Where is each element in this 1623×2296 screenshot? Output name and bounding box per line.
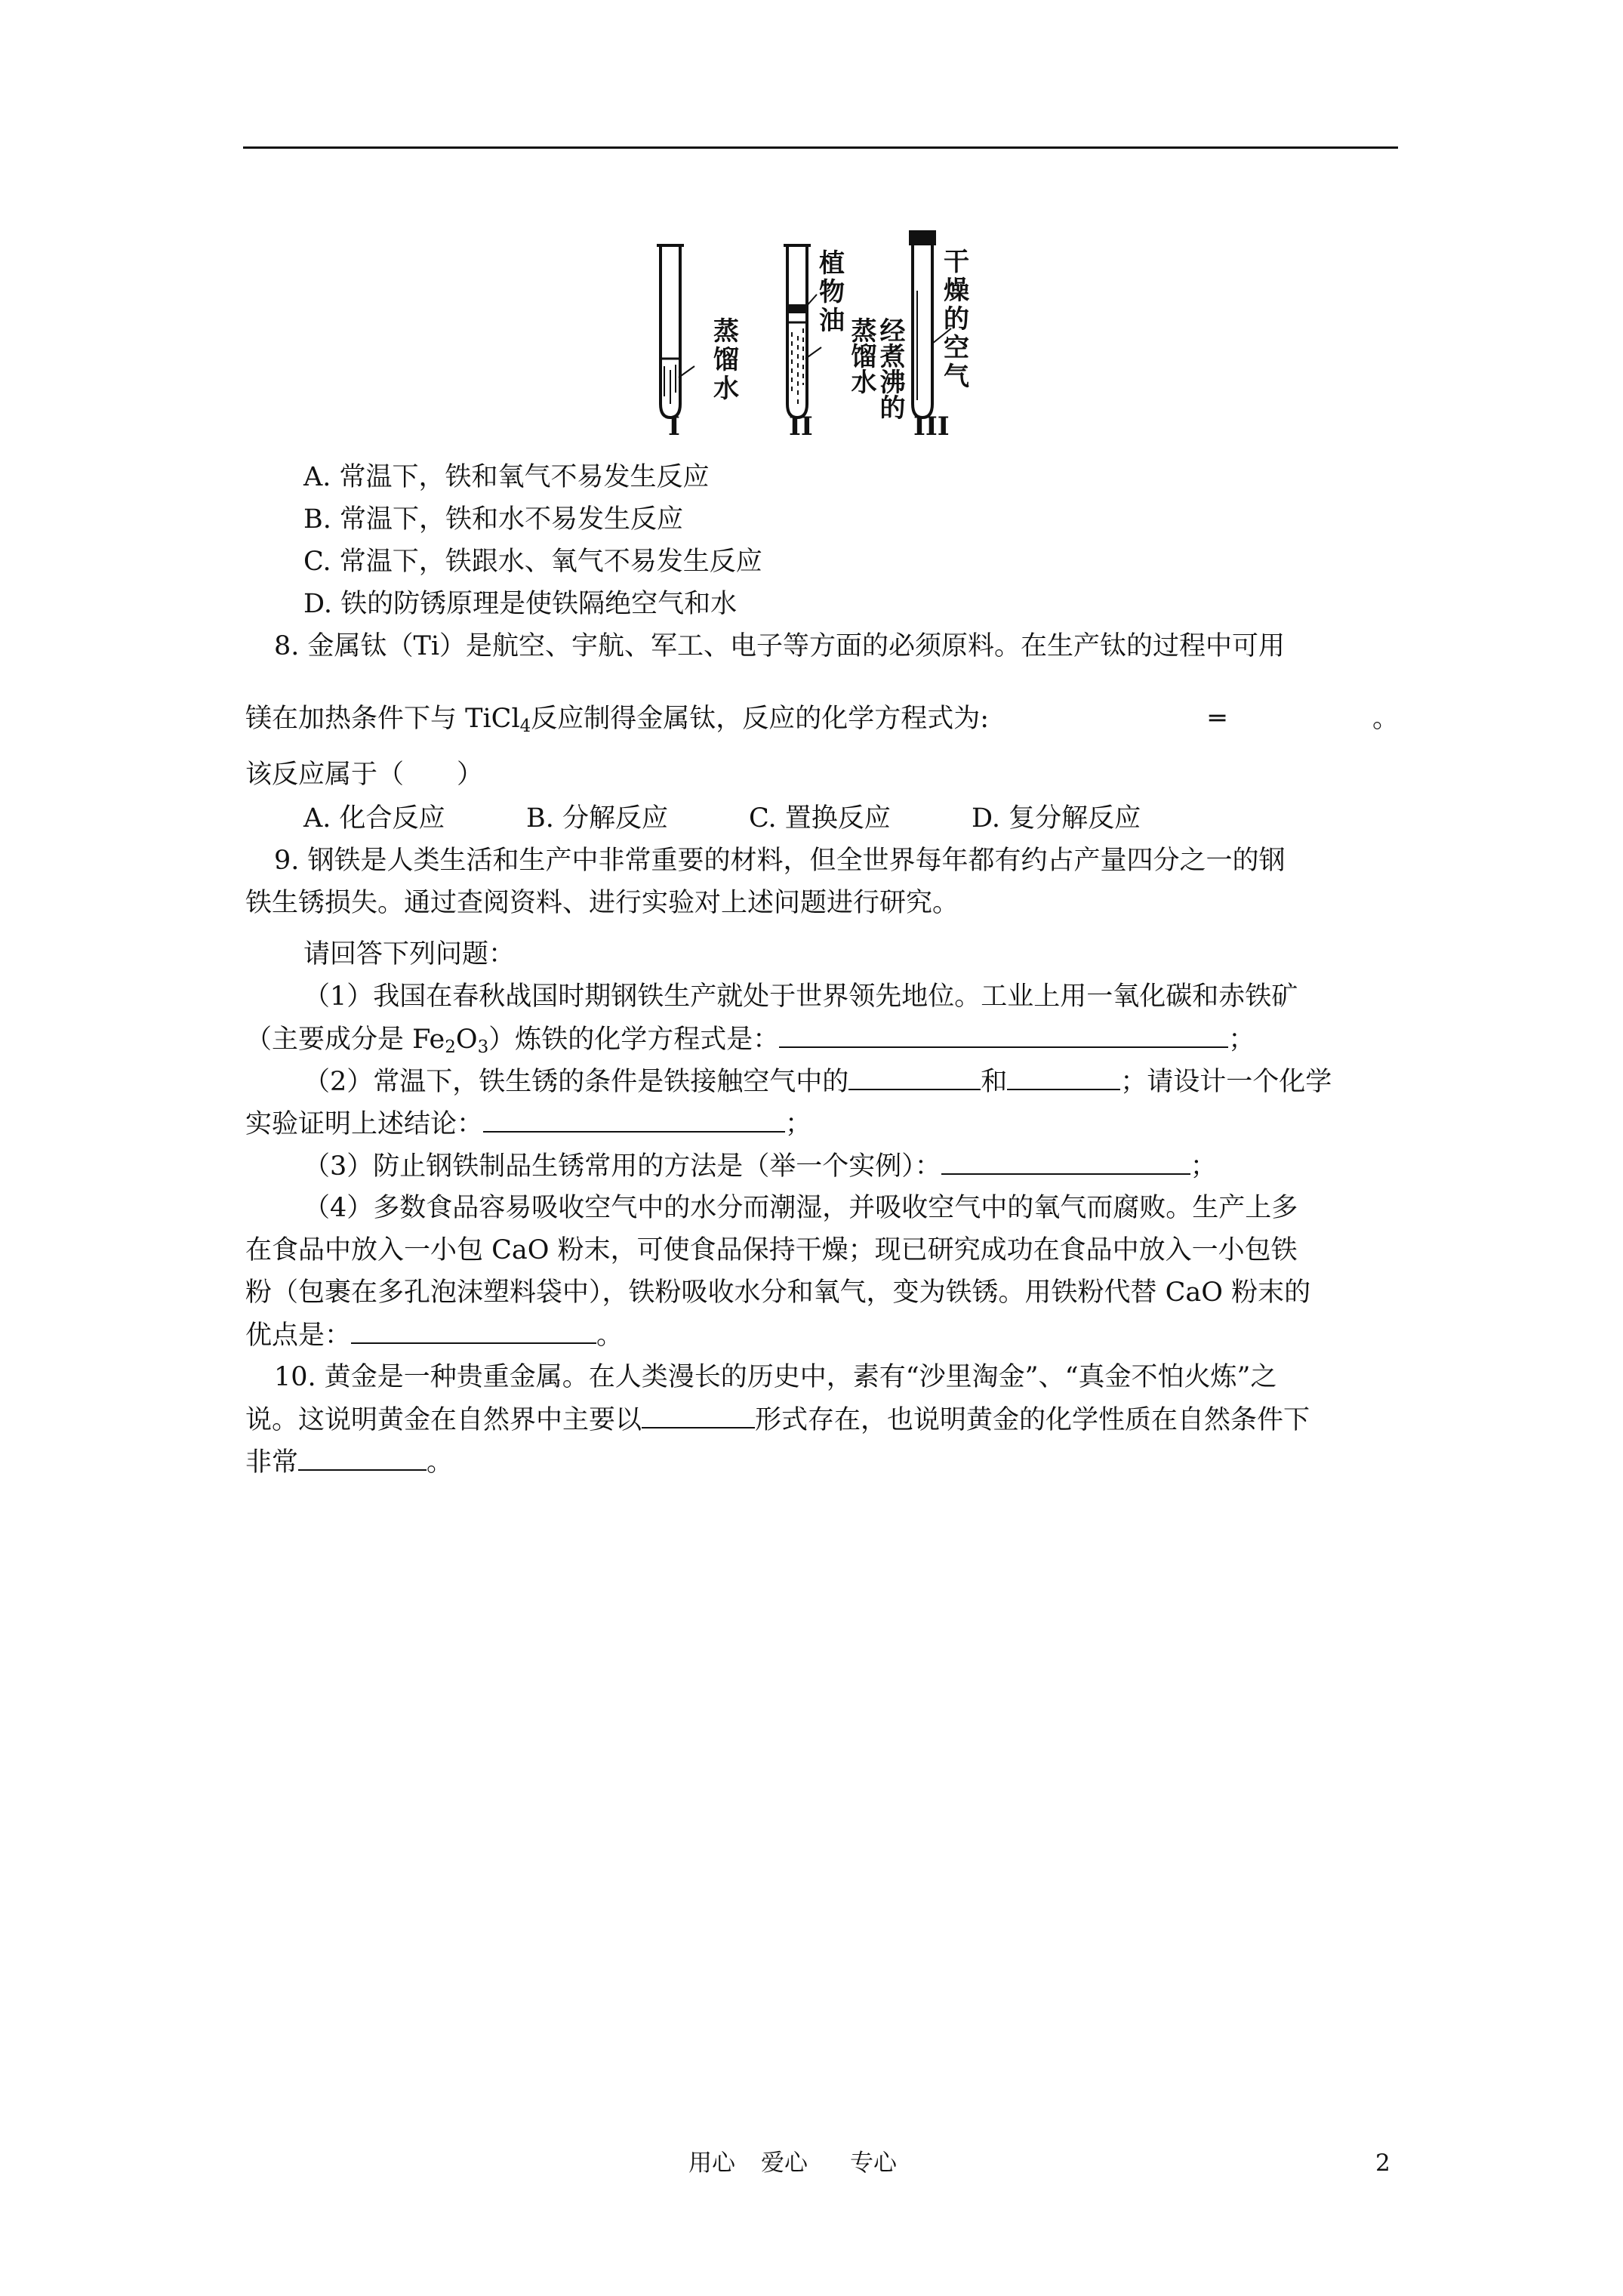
q8-line-2-post: 反应制得金属钛，反应的化学方程式为: [531, 704, 990, 734]
q10-form-blank[interactable] [642, 1401, 755, 1428]
page-number: 2 [1375, 2150, 1390, 2177]
q7-option-a: A. 常温下，铁和氧气不易发生反应 [303, 462, 710, 492]
q9-part-1-post: ）炼铁的化学方程式是： [488, 1025, 780, 1055]
q9-part-2-and: 和 [981, 1067, 1008, 1097]
q9-part-2-end: ； [785, 1109, 812, 1139]
q9-part-2-pre: （2）常温下，铁生锈的条件是铁接触空气中的 [303, 1067, 849, 1097]
q8-choices [303, 800, 1141, 837]
q10-line-2-pre: 说。这说明黄金在自然界中主要以 [245, 1405, 642, 1435]
q9-o3-sub: 3 [477, 1037, 489, 1057]
tube-3-annotation: 干燥的空气 [944, 247, 969, 392]
q10-line-2-post: 形式存在，也说明黄金的化学性质在自然条件下 [755, 1405, 1310, 1435]
q7-option-c: C. 常温下，铁跟水、氧气不易发生反应 [303, 547, 762, 577]
tube-label-1: I [668, 411, 680, 442]
tube-label-3: III [913, 411, 950, 442]
q8-choice-b: B. 分解反应 [526, 803, 668, 834]
q7-option-b: B. 常温下，铁和水不易发生反应 [303, 504, 683, 535]
q9-part-4-line-2: 在食品中放入一小包 CaO 粉末，可使食品保持干燥；现已研究成功在食品中放入一小包铁 [245, 1235, 1298, 1265]
tube-2-oil-annotation: 植物油 [819, 248, 845, 336]
q9-part-1-pre: （主要成分是 Fe [245, 1025, 445, 1055]
q8-line-3: 该反应属于（ ） [245, 760, 484, 790]
q8-choice-d: D. 复分解反应 [972, 803, 1141, 834]
q9-line-2: 铁生锈损失。通过查阅资料、进行实验对上述问题进行研究。 [245, 888, 959, 918]
q8-line-2-pre: 镁在加热条件下与 TiCl [245, 704, 520, 734]
q9-part-2-line-2 [245, 1105, 812, 1142]
q9-line-1: 9. 钢铁是人类生活和生产中非常重要的材料，但全世界每年都有约占产量四分之一的钢 [274, 846, 1286, 876]
q9-fe2-sub: 2 [445, 1037, 456, 1057]
q10-line-1: 10. 黄金是一种贵重金属。在人类漫长的历史中，素有“沙里淘金”、“真金不怕火炼”之 [274, 1362, 1277, 1392]
q8-equation-sign: ═ [1209, 704, 1226, 734]
q9-line-3: 请回答下列问题： [303, 939, 516, 969]
q9-o-text: O [455, 1025, 478, 1055]
q8-line-1: 8. 金属钛（Ti）是航空、宇航、军工、电子等方面的必须原料。在生产钛的过程中可用 [274, 631, 1286, 661]
q9-part-1-line-1: （1）我国在春秋战国时期钢铁生产就处于世界领先地位。工业上用一氧化碳和赤铁矿 [303, 982, 1298, 1012]
tube-label-2: II [789, 411, 813, 442]
q8-line-2-end: 。 [1372, 704, 1400, 734]
footer-motto-1: 用心 [688, 2150, 735, 2177]
q10-line-3-pre: 非常 [245, 1447, 299, 1478]
test-tube-figure [619, 223, 989, 442]
q8-line-2 [245, 701, 989, 737]
q9-part-2-post: ；请设计一个化学 [1120, 1067, 1332, 1097]
q10-property-blank[interactable] [298, 1444, 427, 1471]
q9-part-4-line-3: 粉（包裹在多孔泡沫塑料袋中），铁粉吸收水分和氧气，变为铁锈。用铁粉代替 CaO 粉末的 [245, 1277, 1311, 1308]
q9-part-2-blank-1[interactable] [848, 1063, 981, 1090]
tube-2 [784, 245, 821, 418]
q8-choice-c: C. 置换反应 [749, 803, 891, 834]
q9-part-1-line-2 [245, 1021, 1255, 1058]
q9-part-1-answer-blank[interactable] [779, 1021, 1228, 1048]
q8-ticl4-sub: 4 [519, 717, 531, 736]
footer-motto-3: 专心 [850, 2150, 897, 2177]
q9-part-4-end: 。 [596, 1321, 624, 1351]
q10-line-3-end: 。 [427, 1447, 454, 1478]
q9-part-2-experiment-blank[interactable] [483, 1105, 785, 1133]
q9-part-3-pre: （3）防止钢铁制品生锈常用的方法是（举一个实例）： [303, 1151, 941, 1182]
tube-2-water-annotation: 经煮沸的蒸馏水 [846, 317, 905, 420]
q8-choice-a: A. 化合反应 [303, 803, 445, 834]
tube-1-annotation: 蒸馏水 [713, 316, 739, 404]
footer-motto-2: 爱心 [761, 2150, 808, 2177]
header-rule [243, 146, 1398, 149]
q9-part-1-end: ； [1228, 1025, 1255, 1055]
q9-part-2-blank-2[interactable] [1007, 1063, 1120, 1090]
q9-part-4-pre: 优点是： [245, 1321, 352, 1351]
q9-part-3 [303, 1148, 1217, 1185]
q9-part-4-line-4 [245, 1317, 623, 1354]
q9-part-4-line-1: （4）多数食品容易吸收空气中的水分而潮湿，并吸收空气中的氧气而腐败。生产上多 [303, 1193, 1298, 1223]
q10-line-3 [245, 1444, 453, 1481]
q9-part-3-end: ； [1190, 1151, 1217, 1182]
tube-1 [657, 245, 694, 418]
q9-part-3-answer-blank[interactable] [941, 1148, 1190, 1175]
q7-option-d: D. 铁的防锈原理是使铁隔绝空气和水 [303, 589, 738, 619]
q9-part-2-line-2-pre: 实验证明上述结论： [245, 1109, 484, 1139]
q9-part-2-line-1 [303, 1063, 1332, 1100]
q10-line-2 [245, 1401, 1310, 1438]
q9-part-4-answer-blank[interactable] [351, 1317, 596, 1344]
